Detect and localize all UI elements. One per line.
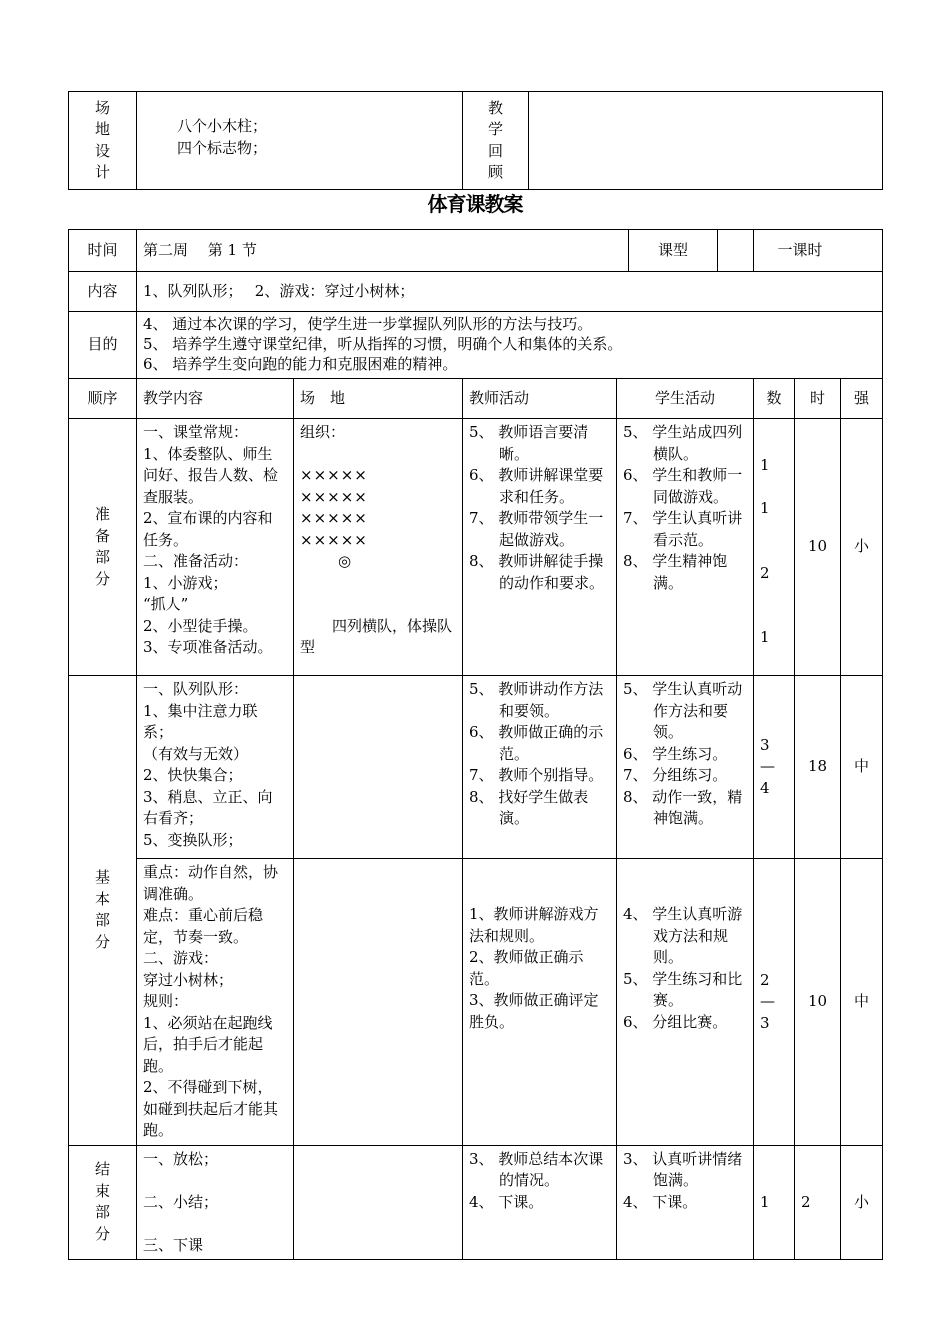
time-label: 时间 xyxy=(69,230,137,272)
basic2-site xyxy=(294,859,463,1146)
site-item: 八个小木柱； xyxy=(177,117,268,135)
site-design-table xyxy=(68,91,883,190)
basic2-count: 2 — 3 xyxy=(754,859,795,1146)
basic-label: 基 本 部 分 xyxy=(69,676,137,1146)
end-time: 2 xyxy=(795,1145,841,1260)
time-value: 第二周 第 1 节 xyxy=(137,230,754,272)
col-intensity: 强 xyxy=(841,379,883,419)
basic1-time: 18 xyxy=(795,676,841,859)
basic2-intensity: 中 xyxy=(841,859,883,1146)
site-item: 四个标志物； xyxy=(177,138,268,157)
basic1-teacher: 5、 教师讲动作方法和要领。 6、 教师做正确的示范。 7、 教师个别指导。 8、 找好学生做表演。 xyxy=(463,676,617,859)
goal-content xyxy=(137,312,883,379)
lesson-type-value: 一课时 xyxy=(777,241,823,259)
col-site: 场 地 xyxy=(294,379,463,419)
basic2-teacher: 1、教师讲解游戏方法和规则。 2、教师做正确示范。 3、教师做正确评定胜负。 xyxy=(463,859,617,1146)
content-value: 1、队列队形； 2、游戏：穿过小树林； xyxy=(137,272,883,312)
col-teach-content: 教学内容 xyxy=(137,379,294,419)
basic1-student: 5、 学生认真听动作方法和要领。 6、 学生练习。 7、 分组练习。 8、 动作一致，精神饱满。 xyxy=(617,676,754,859)
basic1-count: 3 — 4 xyxy=(754,676,795,859)
goal-label: 目的 xyxy=(69,312,137,379)
formation-row: ××××× xyxy=(300,530,368,549)
col-count: 数 xyxy=(754,379,795,419)
end-content: 一、放松； 二、小结； 三、下课 xyxy=(137,1145,294,1260)
prep-time: 10 xyxy=(795,419,841,676)
teaching-review-label: 教 学 回 顾 xyxy=(463,92,529,190)
basic1-content: 一、队列队形： 1、集中注意力联系； （有效与无效） 2、快快集合； 3、稍息、立正、向右看齐； 5、变换队形； xyxy=(137,676,294,859)
site-design-label: 场 地 设 计 xyxy=(69,92,137,190)
basic2-content: 重点：动作自然，协调准确。 难点：重心前后稳定，节奏一致。 二、游戏： 穿过小树林； 规则： 1、必须站在起跑线后，拍手后才能起跑。 2、不得碰到下树，如碰到扶起后才能其跑。 xyxy=(137,859,294,1146)
page-title: 体育课教案 xyxy=(427,192,523,216)
end-student: 3、 认真听讲情绪饱满。 4、 下课。 xyxy=(617,1145,754,1260)
site-design-content xyxy=(137,92,463,190)
goal-item: 6、 培养学生变向跑的能力和克服困难的精神。 xyxy=(143,355,458,373)
lesson-plan-table xyxy=(68,229,883,1260)
goal-item: 4、 通过本次课的学习，使学生进一步掌握队列队形的方法与技巧。 xyxy=(143,315,593,333)
formation-row: ××××× xyxy=(300,466,368,484)
goal-item: 5、 培养学生遵守课堂纪律，听从指挥的习惯，明确个人和集体的关系。 xyxy=(143,335,623,353)
basic1-intensity: 中 xyxy=(841,676,883,859)
prep-count: 1 1 2 1 xyxy=(754,419,795,676)
col-time: 时 xyxy=(795,379,841,419)
prep-student: 5、 学生站成四列横队。 6、 学生和教师一同做游戏。 7、 学生认真听讲看示范。 8、 学生精神饱满。 xyxy=(617,419,754,676)
formation-row: ××××× xyxy=(300,509,368,527)
teaching-review-content xyxy=(529,92,883,190)
end-intensity: 小 xyxy=(841,1145,883,1260)
basic1-site xyxy=(294,676,463,859)
formation-note: 四列横队，体操队型 xyxy=(300,616,453,656)
lesson-type-label: 课型 xyxy=(628,229,718,271)
col-order: 顺序 xyxy=(69,379,137,419)
prep-intensity: 小 xyxy=(841,419,883,676)
teacher-position-mark: ◎ xyxy=(338,552,352,570)
col-teacher: 教师活动 xyxy=(463,379,617,419)
prep-label: 准 备 部 分 xyxy=(69,419,137,676)
prep-content: 一、课堂常规： 1、体委整队、师生问好、报告人数、检查服装。 2、宣布课的内容和任务。 二、准备活动： 1、小游戏； “抓人” 2、小型徒手操。 3、专项准备活动。 xyxy=(137,419,294,676)
formation-row: ××××× xyxy=(300,487,368,506)
end-count: 1 xyxy=(754,1145,795,1260)
content-label: 内容 xyxy=(69,272,137,312)
end-label: 结 束 部 分 xyxy=(69,1145,137,1260)
prep-teacher: 5、 教师语言要清晰。 6、 教师讲解课堂要求和任务。 7、 教师带领学生一起做游戏。 8、 教师讲解徒手操的动作和要求。 xyxy=(463,419,617,676)
basic2-student: 4、 学生认真听游戏方法和规则。 5、 学生练习和比赛。 6、 分组比赛。 xyxy=(617,859,754,1146)
lesson-type-area xyxy=(628,229,882,271)
col-student: 学生活动 xyxy=(617,379,754,419)
basic2-time: 10 xyxy=(795,859,841,1146)
end-teacher: 3、 教师总结本次课的情况。 4、 下课。 xyxy=(463,1145,617,1260)
end-site xyxy=(294,1145,463,1260)
prep-site: 组织： ××××× ××××× ××××× ××××× ◎ 四列横队，体操队型 xyxy=(294,419,463,676)
